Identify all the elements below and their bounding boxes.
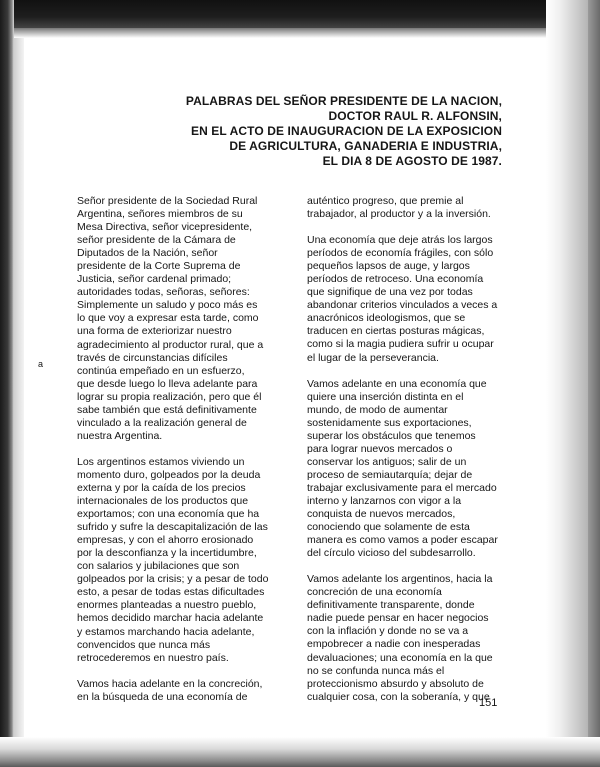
text-line: través de circunstancias difíciles: [77, 351, 228, 364]
text-line: momento duro, golpeados por la deuda: [77, 468, 261, 481]
text-line: golpeados por la crisis; y a pesar de todo: [77, 573, 269, 586]
text-line: vinculado a la realización general de: [77, 416, 247, 429]
scan-top-edge: [14, 0, 600, 28]
text-line: trabajador, al productor y a la inversión.: [307, 208, 491, 221]
scan-right-dark-edge: [588, 0, 600, 767]
text-line: exportamos; con una economía que ha: [77, 508, 260, 521]
text-line: lo que voy a expresar esta tarde, como: [77, 312, 259, 325]
text-line: concreción de una economía: [307, 586, 442, 599]
text-line: cualquier cosa, con la soberanía, y que: [307, 690, 490, 703]
text-line: empobrecer a nadie con inesperadas: [307, 638, 481, 651]
paragraph: [307, 234, 497, 364]
paragraph: [307, 378, 497, 561]
heading-line: PALABRAS DEL SEÑOR PRESIDENTE DE LA NACION,: [185, 94, 502, 108]
text-line: sufrido y sufre la descapitalización de las: [77, 521, 268, 534]
text-line: definitivamente transparente, donde: [307, 599, 475, 612]
text-line: Vamos hacia adelante en la concreción,: [77, 677, 263, 690]
text-line: abandonar criterios vinculados a veces a: [307, 299, 498, 312]
text-line: períodos de retroceso. Una economía: [307, 273, 484, 286]
left-text-column: [77, 195, 277, 717]
text-line: traducen en ciertas posturas mágicas,: [307, 325, 485, 338]
paragraph: [77, 456, 277, 665]
text-line: con la inflación y donde no se va a: [307, 625, 469, 638]
text-line: devaluaciones; una economía en la que: [307, 651, 493, 664]
text-line: Justicia, señor cardenal primado;: [77, 273, 232, 286]
paragraph: [77, 678, 277, 704]
text-line: autoridades todas, señoras, señores:: [77, 286, 250, 299]
scan-left-edge: [0, 0, 14, 767]
text-line: mundo, de modo de aumentar: [307, 403, 448, 416]
text-line: retrocederemos en nuestro país.: [77, 651, 229, 664]
text-line: que desde luego lo lleva adelante para: [77, 377, 258, 390]
page-heading: [186, 94, 502, 169]
text-line: el lugar de la perseverancia.: [307, 351, 439, 364]
scan-bottom-edge: [0, 737, 600, 767]
text-line: continúa empeñado en un esfuerzo,: [77, 364, 245, 377]
heading-line: DE AGRICULTURA, GANADERIA E INDUSTRIA,: [229, 139, 502, 153]
paragraph: [307, 195, 497, 221]
text-line: Vamos adelante en una economía que: [307, 377, 487, 390]
text-line: lograr su propia realización, pero que él: [77, 390, 262, 403]
text-line: manera es como vamos a poder escapar: [307, 534, 498, 547]
text-line: externa y por la caída de los precios: [77, 481, 246, 494]
text-line: proteccionismo absurdo y absoluto de: [307, 677, 484, 690]
text-line: no se confunda nunca más el: [307, 664, 445, 677]
text-line: Señor presidente de la Sociedad Rural: [77, 195, 258, 207]
text-line: Una economía que deje atrás los largos: [307, 234, 493, 247]
text-line: como si la magia pudiera sufrir u ocupar: [307, 338, 494, 351]
text-line: que signifique de una vez por todas: [307, 286, 473, 299]
text-line: internacionales de los productos que: [77, 495, 249, 508]
text-line: Mesa Directiva, señor vicepresidente,: [77, 221, 253, 234]
heading-line: EN EL ACTO DE INAUGURACION DE LA EXPOSICION: [191, 124, 502, 138]
text-line: superar los obstáculos que tenemos: [307, 429, 476, 442]
margin-mark: a: [38, 359, 44, 369]
text-line: proceso de semiautarquía; dejar de: [307, 468, 473, 481]
text-line: interno y lanzarnos con vigor a la: [307, 494, 462, 507]
text-line: Diputados de la Nación, señor: [77, 247, 218, 260]
heading-line: DOCTOR RAUL R. ALFONSIN,: [328, 109, 502, 123]
text-line: hemos decidido marchar hacia adelante: [77, 612, 264, 625]
text-line: pequeños lapsos de auge, y largos: [307, 260, 470, 273]
text-line: enormes planteadas a nuestro pueblo,: [77, 599, 257, 612]
text-line: quiere una inserción distinta en el: [307, 390, 464, 403]
text-line: Argentina, señores miembros de su: [77, 208, 243, 221]
right-text-column: [307, 195, 497, 717]
text-line: conservar los antiguos; salir de un: [307, 455, 467, 468]
text-line: sostenidamente sus exportaciones,: [307, 416, 472, 429]
text-line: conquista de nuevos mercados,: [307, 508, 456, 521]
text-line: períodos de economía frágiles, con sólo: [307, 247, 494, 260]
paragraph: [77, 195, 277, 443]
text-line: trabajar exclusivamente para el mercado: [307, 481, 497, 494]
text-line: esto, a pesar de todas estas dificultades: [77, 586, 265, 599]
text-line: sabe también que está definitivamente: [77, 403, 257, 416]
text-line: convencidos que nunca más: [77, 638, 211, 651]
text-line: anacrónicos ideologismos, que se: [307, 312, 466, 325]
text-line: del círculo vicioso del subdesarrollo.: [307, 547, 476, 560]
text-line: una forma de exteriorizar nuestro: [77, 325, 232, 338]
text-line: por la desconfianza y la incertidumbre,: [77, 547, 257, 560]
scan-left-shadow: [14, 0, 24, 767]
text-line: Los argentinos estamos viviendo un: [77, 455, 245, 468]
text-line: con salarios y jubilaciones que son: [77, 560, 240, 573]
text-line: presidente de la Corte Suprema de: [77, 260, 241, 273]
paragraph: [307, 573, 497, 703]
text-line: Vamos adelante los argentinos, hacia la: [307, 573, 493, 586]
text-line: y estamos marchando hacia adelante,: [77, 625, 255, 638]
text-line: auténtico progreso, que premie al: [307, 195, 464, 207]
page-number: 151: [479, 697, 498, 709]
scan-top-shadow: [14, 28, 600, 38]
text-line: nuestra Argentina.: [77, 429, 163, 442]
text-line: nadie puede pensar en hacer negocios: [307, 612, 489, 625]
text-line: para lograr nuevos mercados o: [307, 442, 453, 455]
text-line: Simplemente un saludo y poco más es: [77, 299, 258, 312]
text-line: agradecimiento al productor rural, que a: [77, 338, 264, 351]
text-line: señor presidente de la Cámara de: [77, 234, 236, 247]
text-line: empresas, y con el ahorro erosionado: [77, 534, 254, 547]
text-line: en la búsqueda de una economía de: [77, 690, 248, 703]
text-line: conociendo que solamente de esta: [307, 521, 470, 534]
heading-line: EL DIA 8 DE AGOSTO DE 1987.: [322, 154, 502, 168]
